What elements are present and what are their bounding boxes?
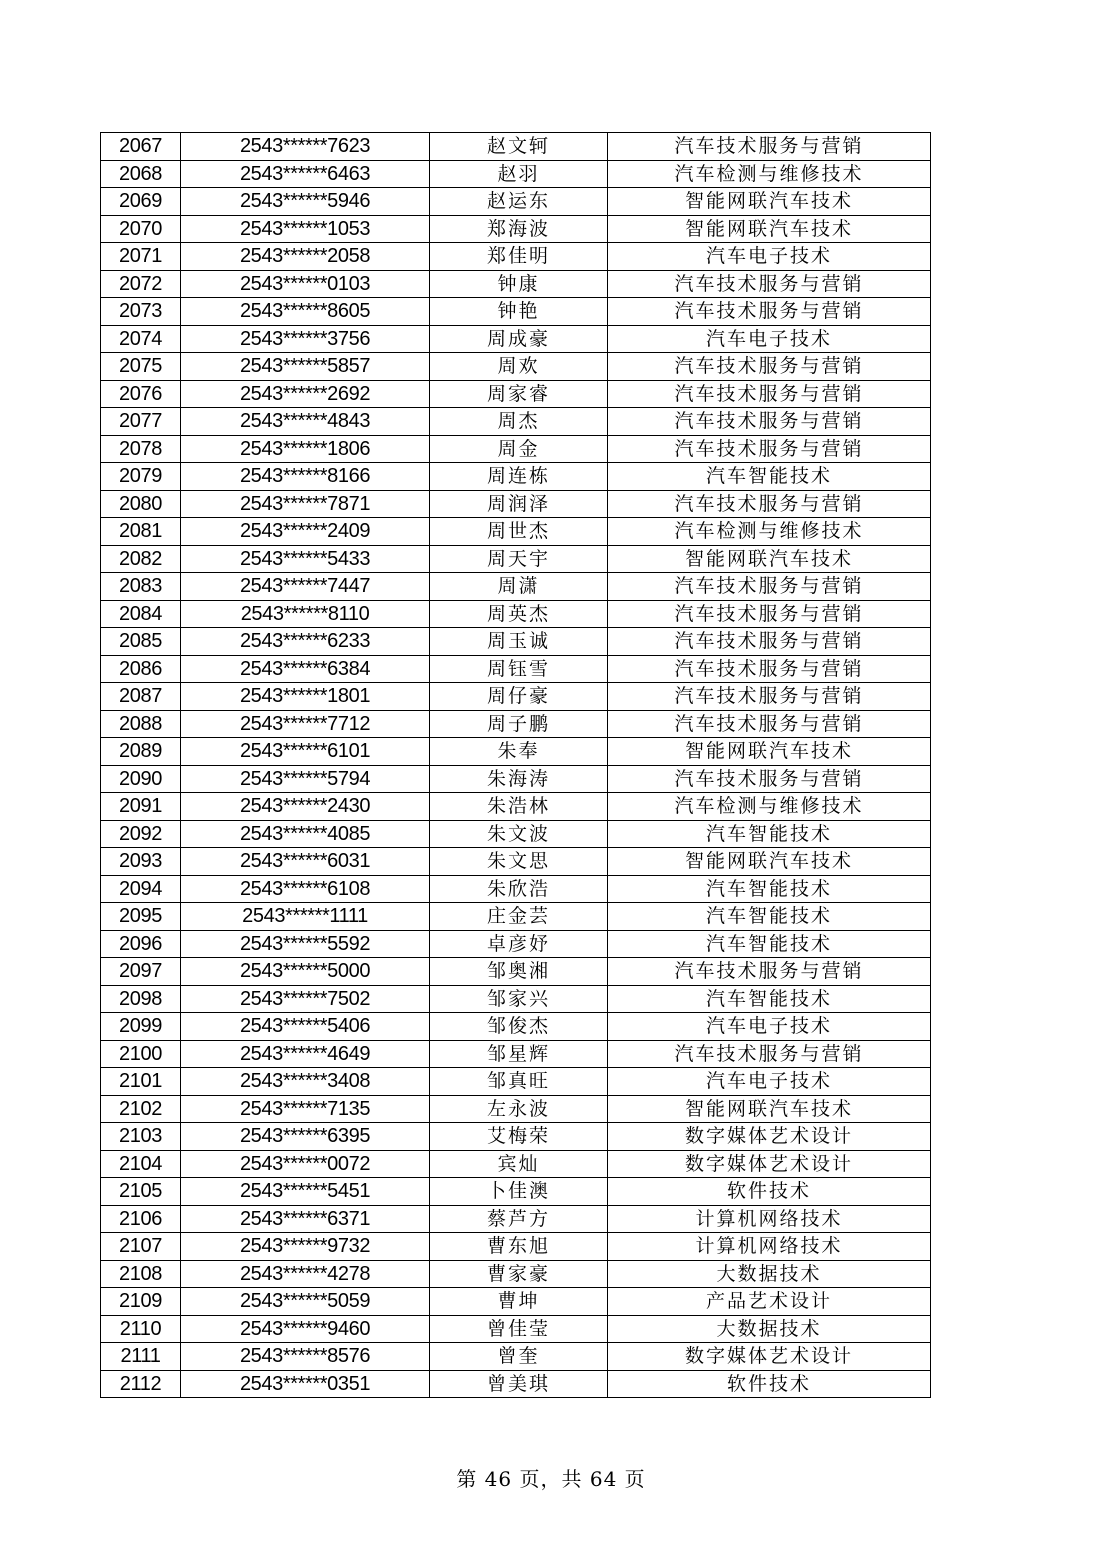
row-number-cell: 2106 <box>101 1205 181 1233</box>
student-name-cell: 卓彦妤 <box>430 930 608 958</box>
student-name-cell: 周天宇 <box>430 545 608 573</box>
id-number-cell: 2543******6371 <box>181 1205 430 1233</box>
student-name-cell: 朱文波 <box>430 820 608 848</box>
table-row <box>101 1288 931 1316</box>
row-number-cell: 2077 <box>101 408 181 436</box>
student-name-cell: 赵文轲 <box>430 133 608 161</box>
table-row <box>101 655 931 683</box>
student-name-cell: 朱欣浩 <box>430 875 608 903</box>
student-name-cell: 宾灿 <box>430 1150 608 1178</box>
id-number-cell: 2543******7502 <box>181 985 430 1013</box>
row-number-cell: 2103 <box>101 1123 181 1151</box>
id-number-cell: 2543******1801 <box>181 683 430 711</box>
table-row <box>101 848 931 876</box>
major-cell: 软件技术 <box>608 1178 931 1206</box>
row-number-cell: 2095 <box>101 903 181 931</box>
major-cell: 汽车技术服务与营销 <box>608 683 931 711</box>
student-name-cell: 蔡芦方 <box>430 1205 608 1233</box>
major-cell: 汽车电子技术 <box>608 1013 931 1041</box>
major-cell: 汽车智能技术 <box>608 930 931 958</box>
major-cell: 汽车技术服务与营销 <box>608 628 931 656</box>
row-number-cell: 2099 <box>101 1013 181 1041</box>
student-name-cell: 曹东旭 <box>430 1233 608 1261</box>
student-name-cell: 赵运东 <box>430 188 608 216</box>
student-name-cell: 周世杰 <box>430 518 608 546</box>
student-name-cell: 郑海波 <box>430 215 608 243</box>
row-number-cell: 2101 <box>101 1068 181 1096</box>
table-row <box>101 1370 931 1398</box>
major-cell: 智能网联汽车技术 <box>608 848 931 876</box>
major-cell: 产品艺术设计 <box>608 1288 931 1316</box>
id-number-cell: 2543******9460 <box>181 1315 430 1343</box>
id-number-cell: 2543******5406 <box>181 1013 430 1041</box>
student-name-cell: 邹真旺 <box>430 1068 608 1096</box>
row-number-cell: 2097 <box>101 958 181 986</box>
row-number-cell: 2085 <box>101 628 181 656</box>
student-name-cell: 邹家兴 <box>430 985 608 1013</box>
major-cell: 汽车技术服务与营销 <box>608 435 931 463</box>
major-cell: 汽车技术服务与营销 <box>608 765 931 793</box>
major-cell: 汽车智能技术 <box>608 875 931 903</box>
row-number-cell: 2091 <box>101 793 181 821</box>
row-number-cell: 2096 <box>101 930 181 958</box>
student-name-cell: 邹俊杰 <box>430 1013 608 1041</box>
row-number-cell: 2104 <box>101 1150 181 1178</box>
table-row <box>101 710 931 738</box>
id-number-cell: 2543******8576 <box>181 1343 430 1371</box>
id-number-cell: 2543******5857 <box>181 353 430 381</box>
student-name-cell: 邹奥湘 <box>430 958 608 986</box>
table-row <box>101 1150 931 1178</box>
id-number-cell: 2543******1111 <box>181 903 430 931</box>
id-number-cell: 2543******5059 <box>181 1288 430 1316</box>
row-number-cell: 2105 <box>101 1178 181 1206</box>
row-number-cell: 2093 <box>101 848 181 876</box>
major-cell: 大数据技术 <box>608 1315 931 1343</box>
major-cell: 汽车技术服务与营销 <box>608 1040 931 1068</box>
student-name-cell: 周金 <box>430 435 608 463</box>
id-number-cell: 2543******7871 <box>181 490 430 518</box>
major-cell: 汽车电子技术 <box>608 1068 931 1096</box>
major-cell: 汽车检测与维修技术 <box>608 518 931 546</box>
table-row <box>101 683 931 711</box>
table-row <box>101 408 931 436</box>
table-row <box>101 1040 931 1068</box>
student-name-cell: 周家睿 <box>430 380 608 408</box>
table-row <box>101 573 931 601</box>
id-number-cell: 2543******5433 <box>181 545 430 573</box>
id-number-cell: 2543******2058 <box>181 243 430 271</box>
table-row <box>101 1315 931 1343</box>
id-number-cell: 2543******9732 <box>181 1233 430 1261</box>
student-name-cell: 周成豪 <box>430 325 608 353</box>
page-footer: 第 46 页，共 64 页 <box>456 1467 646 1491</box>
id-number-cell: 2543******0072 <box>181 1150 430 1178</box>
student-name-cell: 艾梅荣 <box>430 1123 608 1151</box>
table-row <box>101 1260 931 1288</box>
student-name-cell: 卜佳澳 <box>430 1178 608 1206</box>
student-name-cell: 周玉诚 <box>430 628 608 656</box>
table-row <box>101 1095 931 1123</box>
student-name-cell: 朱浩林 <box>430 793 608 821</box>
row-number-cell: 2070 <box>101 215 181 243</box>
roster-table-body <box>101 133 931 1398</box>
student-name-cell: 曹坤 <box>430 1288 608 1316</box>
row-number-cell: 2109 <box>101 1288 181 1316</box>
row-number-cell: 2089 <box>101 738 181 766</box>
id-number-cell: 2543******6233 <box>181 628 430 656</box>
table-row <box>101 243 931 271</box>
major-cell: 智能网联汽车技术 <box>608 215 931 243</box>
row-number-cell: 2076 <box>101 380 181 408</box>
row-number-cell: 2073 <box>101 298 181 326</box>
student-name-cell: 周英杰 <box>430 600 608 628</box>
table-row <box>101 1178 931 1206</box>
id-number-cell: 2543******4278 <box>181 1260 430 1288</box>
major-cell: 数字媒体艺术设计 <box>608 1150 931 1178</box>
major-cell: 汽车技术服务与营销 <box>608 573 931 601</box>
table-row <box>101 600 931 628</box>
row-number-cell: 2078 <box>101 435 181 463</box>
major-cell: 智能网联汽车技术 <box>608 1095 931 1123</box>
id-number-cell: 2543******2692 <box>181 380 430 408</box>
row-number-cell: 2087 <box>101 683 181 711</box>
row-number-cell: 2100 <box>101 1040 181 1068</box>
row-number-cell: 2098 <box>101 985 181 1013</box>
major-cell: 汽车智能技术 <box>608 820 931 848</box>
id-number-cell: 2543******1053 <box>181 215 430 243</box>
student-name-cell: 赵羽 <box>430 160 608 188</box>
id-number-cell: 2543******6384 <box>181 655 430 683</box>
major-cell: 数字媒体艺术设计 <box>608 1123 931 1151</box>
table-row <box>101 215 931 243</box>
row-number-cell: 2080 <box>101 490 181 518</box>
id-number-cell: 2543******5794 <box>181 765 430 793</box>
student-name-cell: 钟艳 <box>430 298 608 326</box>
id-number-cell: 2543******6101 <box>181 738 430 766</box>
student-name-cell: 曾佳莹 <box>430 1315 608 1343</box>
major-cell: 汽车技术服务与营销 <box>608 133 931 161</box>
major-cell: 汽车技术服务与营销 <box>608 958 931 986</box>
id-number-cell: 2543******5000 <box>181 958 430 986</box>
id-number-cell: 2543******7623 <box>181 133 430 161</box>
table-row <box>101 738 931 766</box>
row-number-cell: 2086 <box>101 655 181 683</box>
id-number-cell: 2543******6031 <box>181 848 430 876</box>
row-number-cell: 2084 <box>101 600 181 628</box>
id-number-cell: 2543******6108 <box>181 875 430 903</box>
student-name-cell: 周杰 <box>430 408 608 436</box>
row-number-cell: 2083 <box>101 573 181 601</box>
id-number-cell: 2543******4649 <box>181 1040 430 1068</box>
student-name-cell: 周连栋 <box>430 463 608 491</box>
table-row <box>101 1233 931 1261</box>
row-number-cell: 2075 <box>101 353 181 381</box>
major-cell: 汽车技术服务与营销 <box>608 655 931 683</box>
table-row <box>101 1343 931 1371</box>
table-row <box>101 958 931 986</box>
id-number-cell: 2543******7712 <box>181 710 430 738</box>
table-row <box>101 903 931 931</box>
id-number-cell: 2543******5946 <box>181 188 430 216</box>
table-row <box>101 875 931 903</box>
id-number-cell: 2543******4085 <box>181 820 430 848</box>
id-number-cell: 2543******1806 <box>181 435 430 463</box>
row-number-cell: 2072 <box>101 270 181 298</box>
major-cell: 汽车智能技术 <box>608 463 931 491</box>
id-number-cell: 2543******8110 <box>181 600 430 628</box>
major-cell: 智能网联汽车技术 <box>608 188 931 216</box>
table-row <box>101 298 931 326</box>
student-name-cell: 朱文思 <box>430 848 608 876</box>
major-cell: 汽车电子技术 <box>608 325 931 353</box>
id-number-cell: 2543******5592 <box>181 930 430 958</box>
id-number-cell: 2543******2430 <box>181 793 430 821</box>
table-row <box>101 1123 931 1151</box>
table-row <box>101 1013 931 1041</box>
student-name-cell: 周子鹏 <box>430 710 608 738</box>
table-row <box>101 490 931 518</box>
student-name-cell: 左永波 <box>430 1095 608 1123</box>
row-number-cell: 2112 <box>101 1370 181 1398</box>
major-cell: 汽车技术服务与营销 <box>608 408 931 436</box>
row-number-cell: 2090 <box>101 765 181 793</box>
table-row <box>101 188 931 216</box>
table-row <box>101 380 931 408</box>
major-cell: 汽车智能技术 <box>608 903 931 931</box>
student-name-cell: 郑佳明 <box>430 243 608 271</box>
row-number-cell: 2081 <box>101 518 181 546</box>
major-cell: 汽车技术服务与营销 <box>608 710 931 738</box>
row-number-cell: 2071 <box>101 243 181 271</box>
row-number-cell: 2110 <box>101 1315 181 1343</box>
major-cell: 汽车技术服务与营销 <box>608 298 931 326</box>
major-cell: 计算机网络技术 <box>608 1233 931 1261</box>
row-number-cell: 2079 <box>101 463 181 491</box>
student-name-cell: 周钰雪 <box>430 655 608 683</box>
row-number-cell: 2088 <box>101 710 181 738</box>
table-row <box>101 545 931 573</box>
student-name-cell: 周潇 <box>430 573 608 601</box>
student-name-cell: 朱奉 <box>430 738 608 766</box>
id-number-cell: 2543******8605 <box>181 298 430 326</box>
major-cell: 大数据技术 <box>608 1260 931 1288</box>
row-number-cell: 2102 <box>101 1095 181 1123</box>
id-number-cell: 2543******2409 <box>181 518 430 546</box>
major-cell: 汽车技术服务与营销 <box>608 600 931 628</box>
table-row <box>101 353 931 381</box>
table-row <box>101 1205 931 1233</box>
row-number-cell: 2074 <box>101 325 181 353</box>
student-name-cell: 周欢 <box>430 353 608 381</box>
id-number-cell: 2543******0103 <box>181 270 430 298</box>
student-name-cell: 曹家豪 <box>430 1260 608 1288</box>
major-cell: 汽车技术服务与营销 <box>608 380 931 408</box>
table-row <box>101 793 931 821</box>
student-name-cell: 周润泽 <box>430 490 608 518</box>
id-number-cell: 2543******7135 <box>181 1095 430 1123</box>
major-cell: 汽车检测与维修技术 <box>608 793 931 821</box>
table-row <box>101 463 931 491</box>
table-row <box>101 985 931 1013</box>
id-number-cell: 2543******4843 <box>181 408 430 436</box>
roster-table <box>100 132 931 1398</box>
student-name-cell: 周仔豪 <box>430 683 608 711</box>
student-name-cell: 邹星辉 <box>430 1040 608 1068</box>
row-number-cell: 2108 <box>101 1260 181 1288</box>
table-row <box>101 325 931 353</box>
id-number-cell: 2543******5451 <box>181 1178 430 1206</box>
student-name-cell: 庄金芸 <box>430 903 608 931</box>
major-cell: 汽车电子技术 <box>608 243 931 271</box>
student-name-cell: 朱海涛 <box>430 765 608 793</box>
major-cell: 软件技术 <box>608 1370 931 1398</box>
student-name-cell: 钟康 <box>430 270 608 298</box>
id-number-cell: 2543******0351 <box>181 1370 430 1398</box>
table-row <box>101 270 931 298</box>
table-row <box>101 1068 931 1096</box>
row-number-cell: 2092 <box>101 820 181 848</box>
major-cell: 数字媒体艺术设计 <box>608 1343 931 1371</box>
table-row <box>101 133 931 161</box>
table-row <box>101 930 931 958</box>
major-cell: 汽车智能技术 <box>608 985 931 1013</box>
row-number-cell: 2069 <box>101 188 181 216</box>
row-number-cell: 2067 <box>101 133 181 161</box>
major-cell: 计算机网络技术 <box>608 1205 931 1233</box>
major-cell: 智能网联汽车技术 <box>608 545 931 573</box>
major-cell: 汽车技术服务与营销 <box>608 270 931 298</box>
table-row <box>101 518 931 546</box>
major-cell: 汽车技术服务与营销 <box>608 353 931 381</box>
id-number-cell: 2543******7447 <box>181 573 430 601</box>
id-number-cell: 2543******6395 <box>181 1123 430 1151</box>
student-name-cell: 曾美琪 <box>430 1370 608 1398</box>
id-number-cell: 2543******8166 <box>181 463 430 491</box>
row-number-cell: 2107 <box>101 1233 181 1261</box>
table-row <box>101 435 931 463</box>
id-number-cell: 2543******6463 <box>181 160 430 188</box>
table-row <box>101 628 931 656</box>
table-row <box>101 160 931 188</box>
row-number-cell: 2068 <box>101 160 181 188</box>
row-number-cell: 2094 <box>101 875 181 903</box>
row-number-cell: 2082 <box>101 545 181 573</box>
row-number-cell: 2111 <box>101 1343 181 1371</box>
table-row <box>101 765 931 793</box>
id-number-cell: 2543******3756 <box>181 325 430 353</box>
major-cell: 智能网联汽车技术 <box>608 738 931 766</box>
major-cell: 汽车检测与维修技术 <box>608 160 931 188</box>
table-row <box>101 820 931 848</box>
student-name-cell: 曾奎 <box>430 1343 608 1371</box>
major-cell: 汽车技术服务与营销 <box>608 490 931 518</box>
id-number-cell: 2543******3408 <box>181 1068 430 1096</box>
